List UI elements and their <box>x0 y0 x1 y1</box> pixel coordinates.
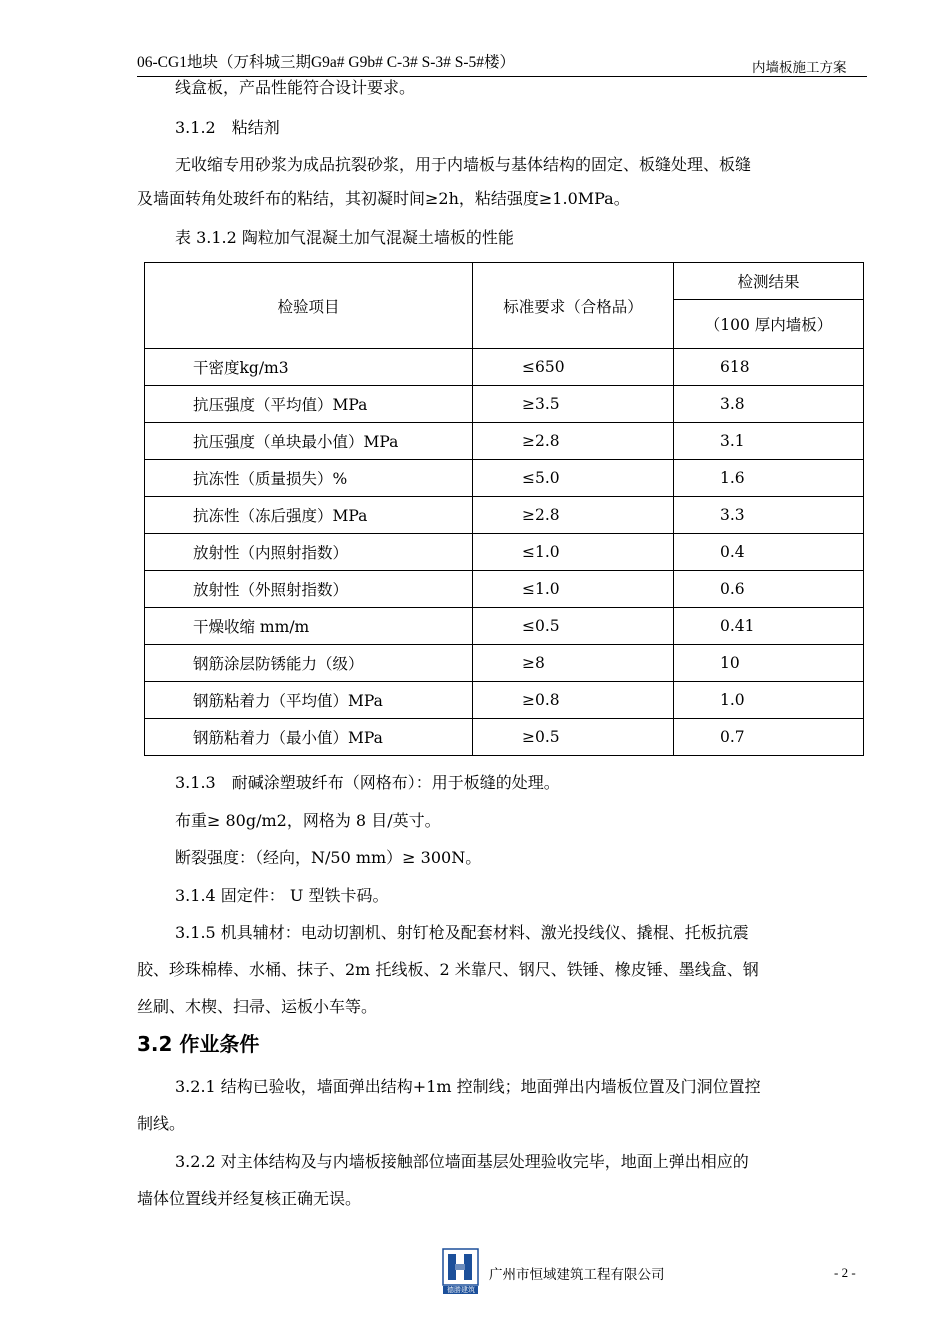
section-3-2-heading: 3.2 作业条件 <box>137 1032 260 1056</box>
cell-item: 放射性（内照射指数） <box>145 534 473 571</box>
paragraph-line: 丝刷、木楔、扫帚、运板小车等。 <box>137 997 378 1016</box>
cell-result: 3.8 <box>674 386 864 423</box>
paragraph-line: 断裂强度：（经向，N/50 mm）≥ 300N。 <box>175 848 482 867</box>
cell-result: 1.6 <box>674 460 864 497</box>
table-row <box>145 571 864 608</box>
cell-result: 0.4 <box>674 534 864 571</box>
cell-standard: ≤1.0 <box>473 571 674 608</box>
paragraph-line: 胶、珍珠棉棒、水桶、抹子、2m 托线板、2 米靠尺、钢尺、铁锤、橡皮锤、墨线盒、钢 <box>137 960 759 979</box>
paragraph-line: 墙体位置线并经复核正确无误。 <box>137 1189 362 1208</box>
cell-item: 钢筋涂层防锈能力（级） <box>145 645 473 682</box>
cell-item: 抗压强度（单块最小值）MPa <box>145 423 473 460</box>
section-3-1-4: 3.1.4 固定件： U 型铁卡码。 <box>175 886 389 905</box>
column-header-standard: 标准要求（合格品） <box>473 263 674 349</box>
column-header-result-sub: （100 厚内墙板） <box>674 300 864 349</box>
cell-item: 钢筋粘着力（平均值）MPa <box>145 682 473 719</box>
cell-item: 干燥收缩 mm/m <box>145 608 473 645</box>
cell-item: 钢筋粘着力（最小值）MPa <box>145 719 473 756</box>
table-row <box>145 497 864 534</box>
cell-result: 10 <box>674 645 864 682</box>
table-row <box>145 645 864 682</box>
page-number: - 2 - <box>834 1265 856 1280</box>
performance-table <box>144 262 864 756</box>
cell-result: 1.0 <box>674 682 864 719</box>
cell-standard: ≤0.5 <box>473 608 674 645</box>
cell-standard: ≤5.0 <box>473 460 674 497</box>
cell-standard: ≥2.8 <box>473 497 674 534</box>
cell-item: 抗冻性（质量损失）% <box>145 460 473 497</box>
logo-text: 德勝建筑 <box>447 1286 475 1294</box>
table-row <box>145 682 864 719</box>
header-doc-title: 内墙板施工方案 <box>752 60 847 76</box>
cell-result: 3.1 <box>674 423 864 460</box>
paragraph-line: 无收缩专用砂浆为成品抗裂砂浆，用于内墙板与基体结构的固定、板缝处理、板缝 <box>175 155 752 174</box>
cell-result: 618 <box>674 349 864 386</box>
table-row <box>145 608 864 645</box>
table-caption: 表 3.1.2 陶粒加气混凝土加气混凝土墙板的性能 <box>175 228 514 247</box>
footer-company-name: 广州市恒域建筑工程有限公司 <box>489 1267 665 1283</box>
cell-item: 抗压强度（平均值）MPa <box>145 386 473 423</box>
cell-result: 3.3 <box>674 497 864 534</box>
cell-standard: ≤1.0 <box>473 534 674 571</box>
paragraph-line: 布重≥ 80g/m2，网格为 8 目/英寸。 <box>175 811 441 830</box>
cell-standard: ≥0.8 <box>473 682 674 719</box>
cell-standard: ≤650 <box>473 349 674 386</box>
table-row <box>145 719 864 756</box>
cell-standard: ≥8 <box>473 645 674 682</box>
table-row <box>145 534 864 571</box>
paragraph-line: 线盒板，产品性能符合设计要求。 <box>175 78 416 97</box>
cell-standard: ≥3.5 <box>473 386 674 423</box>
paragraph-line: 制线。 <box>137 1114 186 1133</box>
section-3-2-2: 3.2.2 对主体结构及与内墙板接触部位墙面基层处理验收完毕，地面上弹出相应的 <box>175 1152 749 1171</box>
column-header-item: 检验项目 <box>145 263 473 349</box>
paragraph-line: 及墙面转角处玻纤布的粘结，其初凝时间≥2h，粘结强度≥1.0MPa。 <box>137 189 630 208</box>
cell-item: 放射性（外照射指数） <box>145 571 473 608</box>
header-project-title: 06-CG1地块（万科城三期G9a# G9b# C-3# S-3# S-5#楼） <box>137 54 516 71</box>
section-3-2-1: 3.2.1 结构已验收，墙面弹出结构+1m 控制线；地面弹出内墙板位置及门洞位置控 <box>175 1077 761 1096</box>
section-3-1-5: 3.1.5 机具辅材：电动切割机、射钉枪及配套材料、激光投线仪、撬棍、托板抗震 <box>175 923 749 942</box>
cell-standard: ≥0.5 <box>473 719 674 756</box>
table-row <box>145 386 864 423</box>
column-header-result: 检测结果 <box>674 263 864 300</box>
section-3-1-3: 3.1.3 耐碱涂塑玻纤布（网格布）：用于板缝的处理。 <box>175 773 560 792</box>
cell-result: 0.7 <box>674 719 864 756</box>
cell-result: 0.41 <box>674 608 864 645</box>
table-row <box>145 349 864 386</box>
section-3-1-2-heading: 3.1.2 粘结剂 <box>175 118 280 137</box>
cell-item: 干密度kg/m3 <box>145 349 473 386</box>
cell-standard: ≥2.8 <box>473 423 674 460</box>
cell-item: 抗冻性（冻后强度）MPa <box>145 497 473 534</box>
cell-result: 0.6 <box>674 571 864 608</box>
table-row <box>145 423 864 460</box>
table-row <box>145 460 864 497</box>
table-header-row <box>145 263 864 300</box>
